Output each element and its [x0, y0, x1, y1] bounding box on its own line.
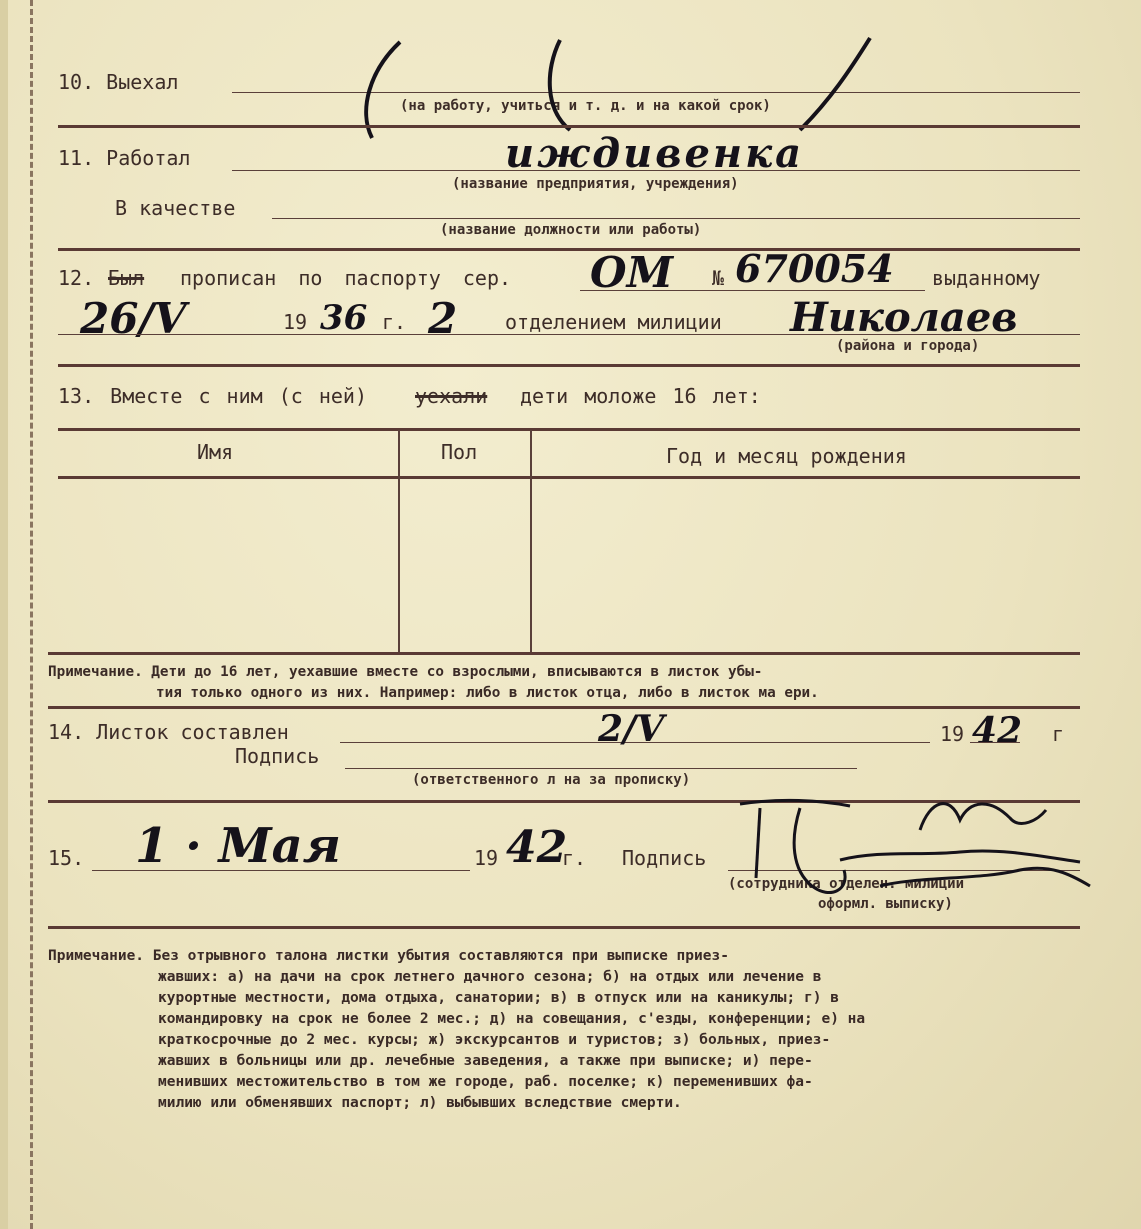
note2-line: милию или обменявших паспорт; л) выбывших вследствие смерти.: [158, 1095, 682, 1111]
item11-separator: [58, 248, 1080, 251]
note2-line: жавших в больницы или др. лечебные заведения, а также при выписке; и) пере-: [158, 1053, 813, 1069]
note1-line2: тия только одного из них. Например: либо в листок отца, либо в листок ма ери.: [156, 685, 819, 701]
perforation-line: [30, 0, 33, 1229]
department-label: отделением милиции: [505, 310, 722, 334]
item11-underline: [232, 170, 1080, 171]
item13-struck-word: уехали: [415, 384, 488, 408]
item14-date: 2/V: [598, 708, 665, 750]
item15-date-underline: [92, 870, 470, 871]
item12-separator: [58, 364, 1080, 367]
city: Николаев: [790, 294, 1018, 341]
item15-caption-line1: (сотрудника отделен. милиции: [728, 876, 965, 892]
item14-year-g: г: [1052, 722, 1065, 746]
official-signature: [720, 790, 1100, 920]
item14-year-underline: [970, 742, 1020, 743]
note2-line: курортные местности, дома отдыха, санатории; в) в отпуск или на каникулы; г) в: [158, 990, 839, 1006]
item15-year-prefix: 19: [474, 846, 499, 870]
item14-signature-label: Подпись: [235, 744, 320, 768]
item13-text-after: дети моложе 16 лет:: [520, 384, 761, 408]
item14-year-prefix: 19: [940, 722, 965, 746]
passport-series: ОМ: [590, 248, 674, 297]
number-sign: №: [712, 266, 725, 290]
item11-caption: (название предприятия, учреждения): [452, 176, 739, 192]
issue-date: 26/V: [80, 294, 187, 343]
note2-line: жавших: а) на дачи на срок летнего дачного сезона; б) на отдых или лечение в: [158, 969, 822, 985]
item14-caption: (ответственного л на за прописку): [412, 772, 691, 788]
item11-value: иждивенка: [505, 130, 805, 177]
item12-num: 12.: [58, 266, 95, 290]
passport-number: 670054: [735, 246, 894, 291]
item15-num: 15.: [48, 846, 85, 870]
year-g-12: г.: [382, 310, 407, 334]
table-header-border: [58, 476, 1080, 479]
note1-line1: Примечание. Дети до 16 лет, уехавшие вместе со взрослыми, вписываются в листок убы-: [48, 664, 763, 680]
table-header-sex: Пол: [441, 440, 478, 464]
item10-label: 10. Выехал: [58, 70, 179, 94]
table-header-birth: Год и месяц рождения: [666, 444, 907, 468]
item15-year-suffix: 42: [506, 822, 568, 873]
item14-signature-underline: [345, 768, 857, 769]
item15-separator: [48, 926, 1080, 929]
item10-separator: [58, 125, 1080, 128]
item12-underline: [58, 334, 1080, 335]
passport-underline: [580, 290, 925, 291]
note1-separator: [48, 706, 1080, 709]
item11-position-caption: (название должности или работы): [440, 222, 702, 238]
item12-caption: (района и города): [836, 338, 980, 354]
item14-label: 14. Листок составлен: [48, 720, 289, 744]
year-prefix-12: 19: [283, 310, 308, 334]
year-suffix-12: 36: [320, 298, 368, 338]
item15-caption-line2: оформл. выписку): [818, 896, 953, 912]
item11-label: 11. Работал: [58, 146, 191, 170]
department-number: 2: [428, 294, 458, 343]
item11-position-underline: [272, 218, 1080, 219]
item10-caption: (на работу, учиться и т. д. и на какой срок): [400, 98, 771, 114]
table-top-border: [58, 428, 1080, 431]
table-bottom-border: [48, 652, 1080, 655]
item15-date: 1 · Мая: [135, 818, 341, 874]
table-header-name: Имя: [197, 440, 234, 464]
issued-word: выданному: [932, 266, 1041, 290]
item15-signature-label: Подпись: [622, 846, 707, 870]
item12-struck-word: Был: [108, 266, 145, 290]
paper-edge: [0, 0, 8, 1229]
item15-year-g: г.: [562, 846, 587, 870]
note2-line: Примечание. Без отрывного талона листки убытия составляются при выписке приез-: [48, 948, 729, 964]
note2-line: краткосрочные до 2 мес. курсы; ж) экскурсантов и туристов; з) больных, приез-: [158, 1032, 831, 1048]
note2-line: командировку на срок не более 2 мес.; д) на совещания, с'езды, конференции; е) на: [158, 1011, 866, 1027]
table-column-divider-2: [530, 430, 532, 652]
item12-text: прописан по паспорту сер.: [180, 266, 512, 290]
note2-line: менивших местожительство в том же городе, раб. поселке; к) переменивших фа-: [158, 1074, 813, 1090]
item14-year-suffix: 42: [972, 710, 1023, 752]
item13-text-before: 13. Вместе с ним (с ней): [58, 384, 367, 408]
table-column-divider-1: [398, 430, 400, 652]
item11-position-label: В качестве: [115, 196, 236, 220]
